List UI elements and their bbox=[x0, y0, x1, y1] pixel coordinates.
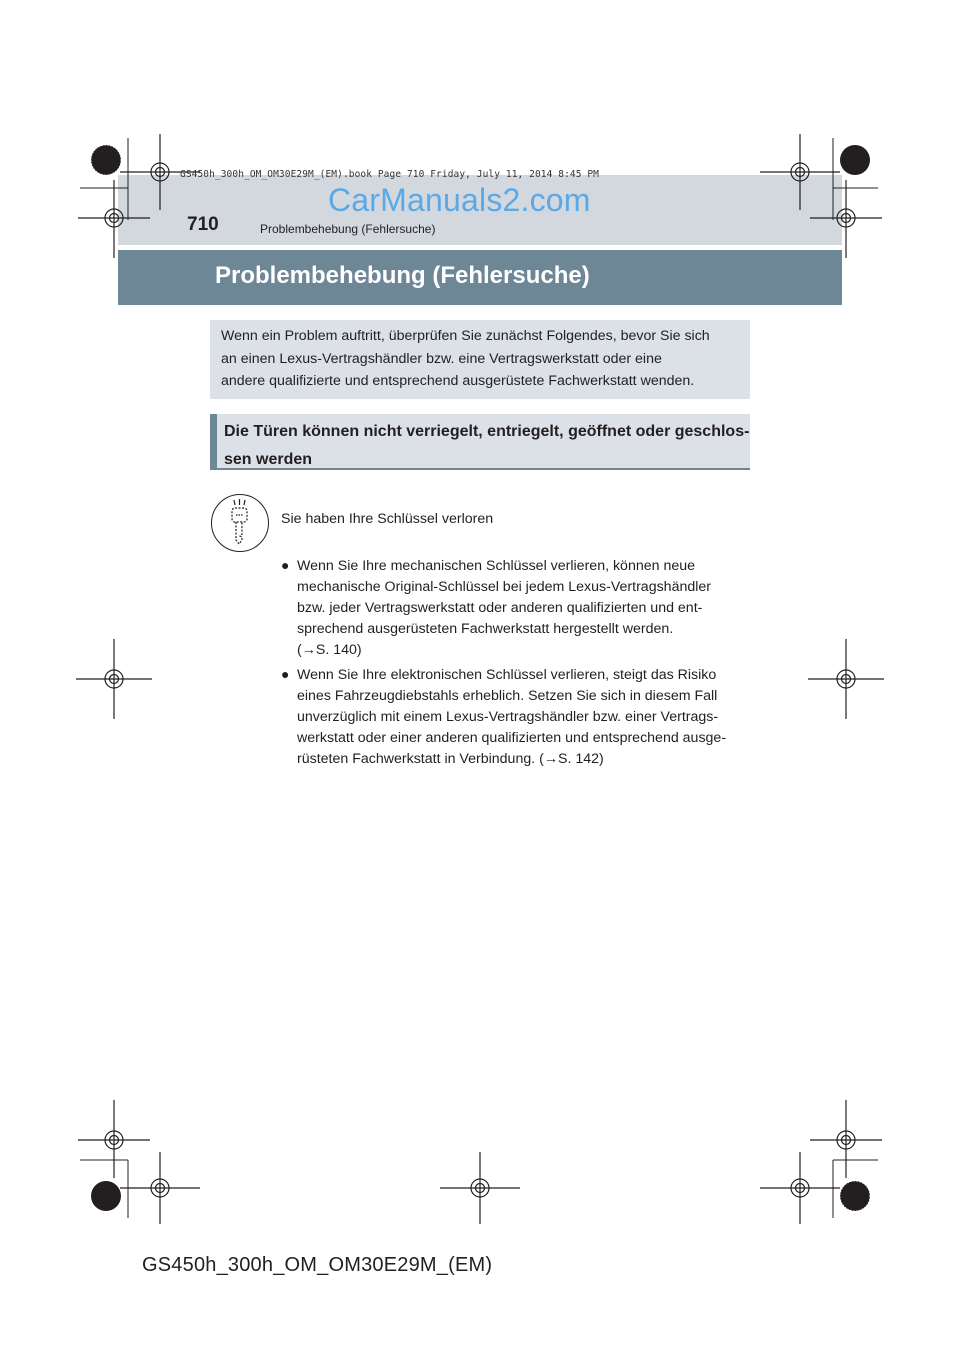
bullet-line: werkstatt oder einer anderen qualifizierten und entsprechend ausge- bbox=[297, 730, 727, 746]
subheading: Sie haben Ihre Schlüssel verloren bbox=[281, 511, 494, 527]
print-info-line: GS450h_300h_OM_OM30E29M_(EM).book Page 710 Friday, July 11, 2014 8:45 PM bbox=[180, 169, 600, 180]
bullet-line: rüsteten Fachwerkstatt in Verbindung. (→S. 142) bbox=[297, 751, 604, 767]
bullet-icon: ● bbox=[281, 557, 290, 573]
bullet-line: Wenn Sie Ihre elektronischen Schlüssel verlieren, steigt das Risiko bbox=[297, 667, 717, 683]
footer-doc-id: GS450h_300h_OM_OM30E29M_(EM) bbox=[142, 1254, 493, 1276]
page-number: 710 bbox=[187, 214, 219, 235]
bullet-item bbox=[297, 665, 745, 770]
bullet-line: eines Fahrzeugdiebstahls erheblich. Setzen Sie sich in diesem Fall bbox=[297, 688, 718, 704]
section-heading-line: Die Türen können nicht verriegelt, entriegelt, geöffnet oder geschlos- bbox=[224, 423, 750, 440]
bullet-line: (→S. 140) bbox=[297, 642, 362, 658]
bullet-line: Wenn Sie Ihre mechanischen Schlüssel verlieren, können neue bbox=[297, 558, 696, 574]
running-head: Problembehebung (Fehlersuche) bbox=[260, 222, 436, 236]
bullet-icon: ● bbox=[281, 666, 290, 682]
intro-box bbox=[210, 320, 750, 399]
intro-line: Wenn ein Problem auftritt, überprüfen Sie zunächst Folgendes, bevor Sie sich bbox=[221, 328, 710, 344]
page-title: Problembehebung (Fehlersuche) bbox=[215, 262, 590, 289]
section-underline bbox=[210, 468, 750, 470]
bullet-line: unverzüglich mit einem Lexus-Vertragshändler bzw. einer Vertrags- bbox=[297, 709, 719, 725]
section-heading bbox=[210, 414, 750, 470]
key-icon bbox=[211, 494, 269, 552]
intro-line: andere qualifizierte und entsprechend ausgerüstete Fachwerkstatt wenden. bbox=[221, 373, 695, 389]
watermark-logo[interactable]: CarManuals2.com bbox=[328, 182, 591, 218]
bullet-line: mechanische Original-Schlüssel bei jedem Lexus-Vertragshändler bbox=[297, 579, 712, 595]
section-heading-line: sen werden bbox=[224, 451, 313, 468]
intro-line: an einen Lexus-Vertragshändler bzw. eine Vertragswerkstatt oder eine bbox=[221, 350, 662, 367]
bullet-line: sprechend ausgerüsteten Fachwerkstatt hergestellt werden. bbox=[297, 621, 674, 637]
bullet-line: bzw. jeder Vertragswerkstatt oder anderen qualifizierten und ent- bbox=[297, 600, 703, 616]
bullet-item bbox=[297, 556, 745, 661]
